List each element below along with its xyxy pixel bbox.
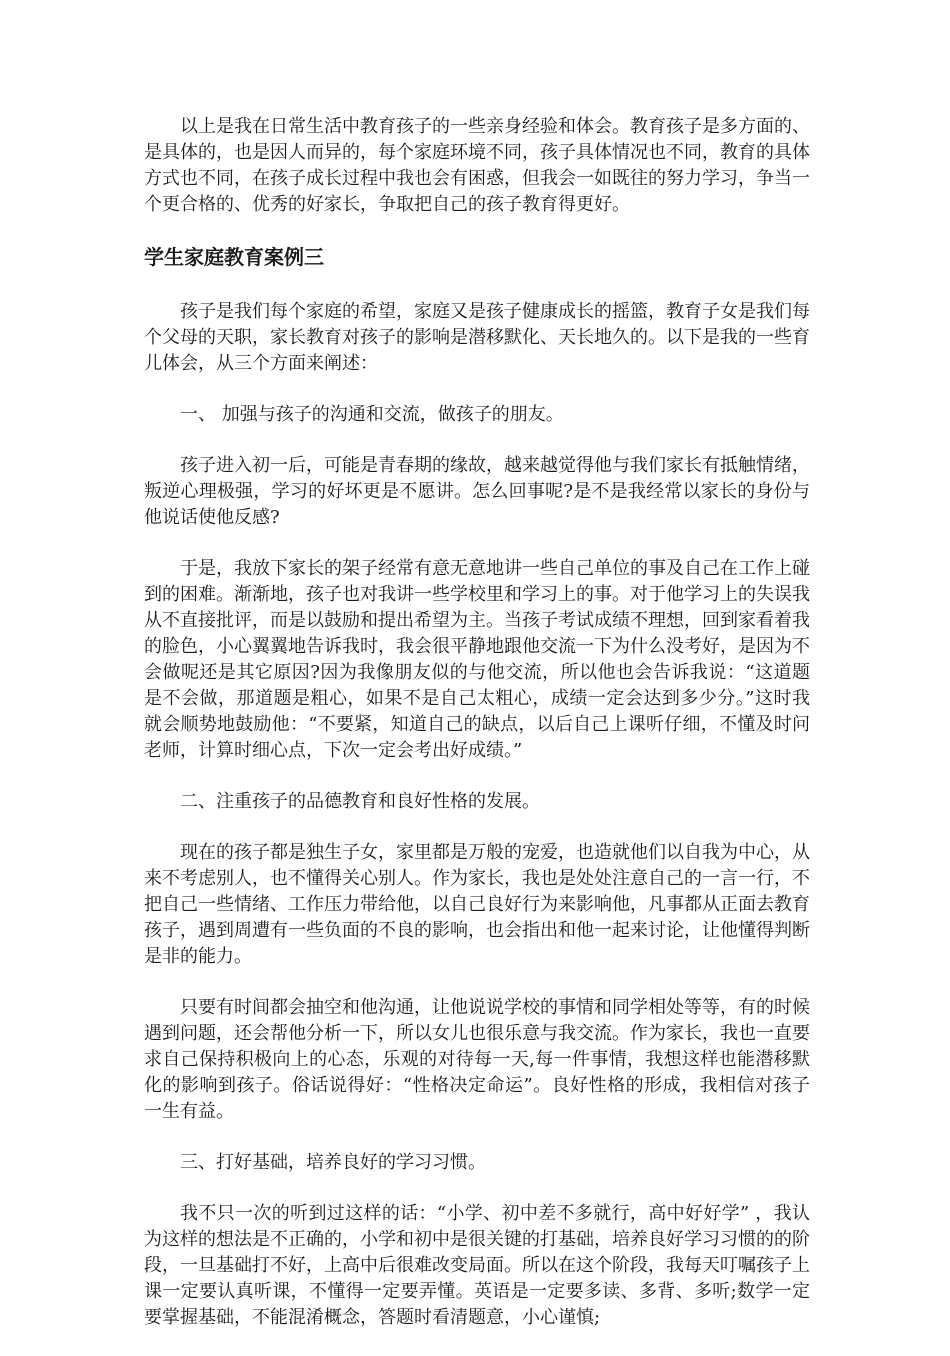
section-title: 学生家庭教育案例三	[144, 245, 324, 269]
paragraph-5: 只要有时间都会抽空和他沟通，让他说说学校的事情和同学相处等等，有的时候遇到问题，还会帮他分析一下，所以女儿也很乐意与我交流。作为家长，我也一直要求自己保持积极向上的心态，乐观的对待每一天,每一件事情，我想这样也能潜移默化的影响到孩子。俗话说得好：“性格决定命运”。良好性格的形成，我相信对孩子一生有益。	[144, 997, 810, 1122]
intro-paragraph: 以上是我在日常生活中教育孩子的一些亲身经验和体会。教育孩子是多方面的、是具体的，也是因人而异的，每个家庭环境不同，孩子具体情况也不同，教育的具体方式也不同，在孩子成长过程中我也会有困惑，但我会一如既往的努力学习，争当一个更合格的、优秀的好家长，争取把自己的孩子教育得更好。	[144, 116, 810, 215]
point-heading-3: 三、打好基础，培养良好的学习习惯。	[180, 1152, 486, 1173]
document-page	[144, 114, 810, 1356]
paragraph-3: 于是，我放下家长的架子经常有意无意地讲一些自己单位的事及自己在工作上碰到的困难。渐渐地，孩子也对我讲一些学校里和学习上的事。对于他学习上的失误我从不直接批评，而是以鼓励和提出希望为主。当孩子考试成绩不理想，回到家看着我的脸色，小心翼翼地告诉我时，我会很平静地跟他交流一下为什么没考好，是因为不会做呢还是其它原因?因为我像朋友似的与他交流，所以他也会告诉我说：“这道题是不会做，那道题是粗心，如果不是自己太粗心，成绩一定会达到多少分。”这时我就会顺势地鼓励他：“不要紧，知道自己的缺点，以后自己上课听仔细，不懂及时问老师，计算时细心点，下次一定会考出好成绩。”	[144, 558, 810, 761]
paragraph-2: 孩子进入初一后，可能是青春期的缘故，越来越觉得他与我们家长有抵触情绪，叛逆心理极强，学习的好坏更是不愿讲。怎么回事呢?是不是我经常以家长的身份与他说话使他反感?	[144, 455, 810, 528]
paragraph-1: 孩子是我们每个家庭的希望，家庭又是孩子健康成长的摇篮，教育子女是我们每个父母的天职，家长教育对孩子的影响是潜移默化、天长地久的。以下是我的一些育儿体会，从三个方面来阐述：	[144, 301, 810, 374]
point-heading-2: 二、注重孩子的品德教育和良好性格的发展。	[180, 791, 540, 812]
paragraph-6: 我不只一次的听到过这样的话：“小学、初中差不多就行，高中好好学” ，我认为这样的想法是不正确的，小学和初中是很关键的打基础，培养良好学习习惯的的阶段，一旦基础打不好，上高中后很难改变局面。所以在这个阶段，我每天叮嘱孩子上课一定要认真听课，不懂得一定要弄懂。英语是一定要多读、多背、多听;数学一定要掌握基础，不能混淆概念，答题时看清题意，小心谨慎;	[144, 1203, 810, 1328]
paragraph-4: 现在的孩子都是独生子女，家里都是万般的宠爱，也造就他们以自我为中心，从来不考虑别人，也不懂得关心别人。作为家长，我也是处处注意自己的一言一行，不把自己一些情绪、工作压力带给他，以自己良好行为来影响他，凡事都从正面去教育孩子，遇到周遭有一些负面的不良的影响，也会指出和他一起来讨论，让他懂得判断是非的能力。	[144, 842, 810, 967]
point-heading-1: 一、 加强与孩子的沟通和交流，做孩子的朋友。	[180, 404, 564, 425]
